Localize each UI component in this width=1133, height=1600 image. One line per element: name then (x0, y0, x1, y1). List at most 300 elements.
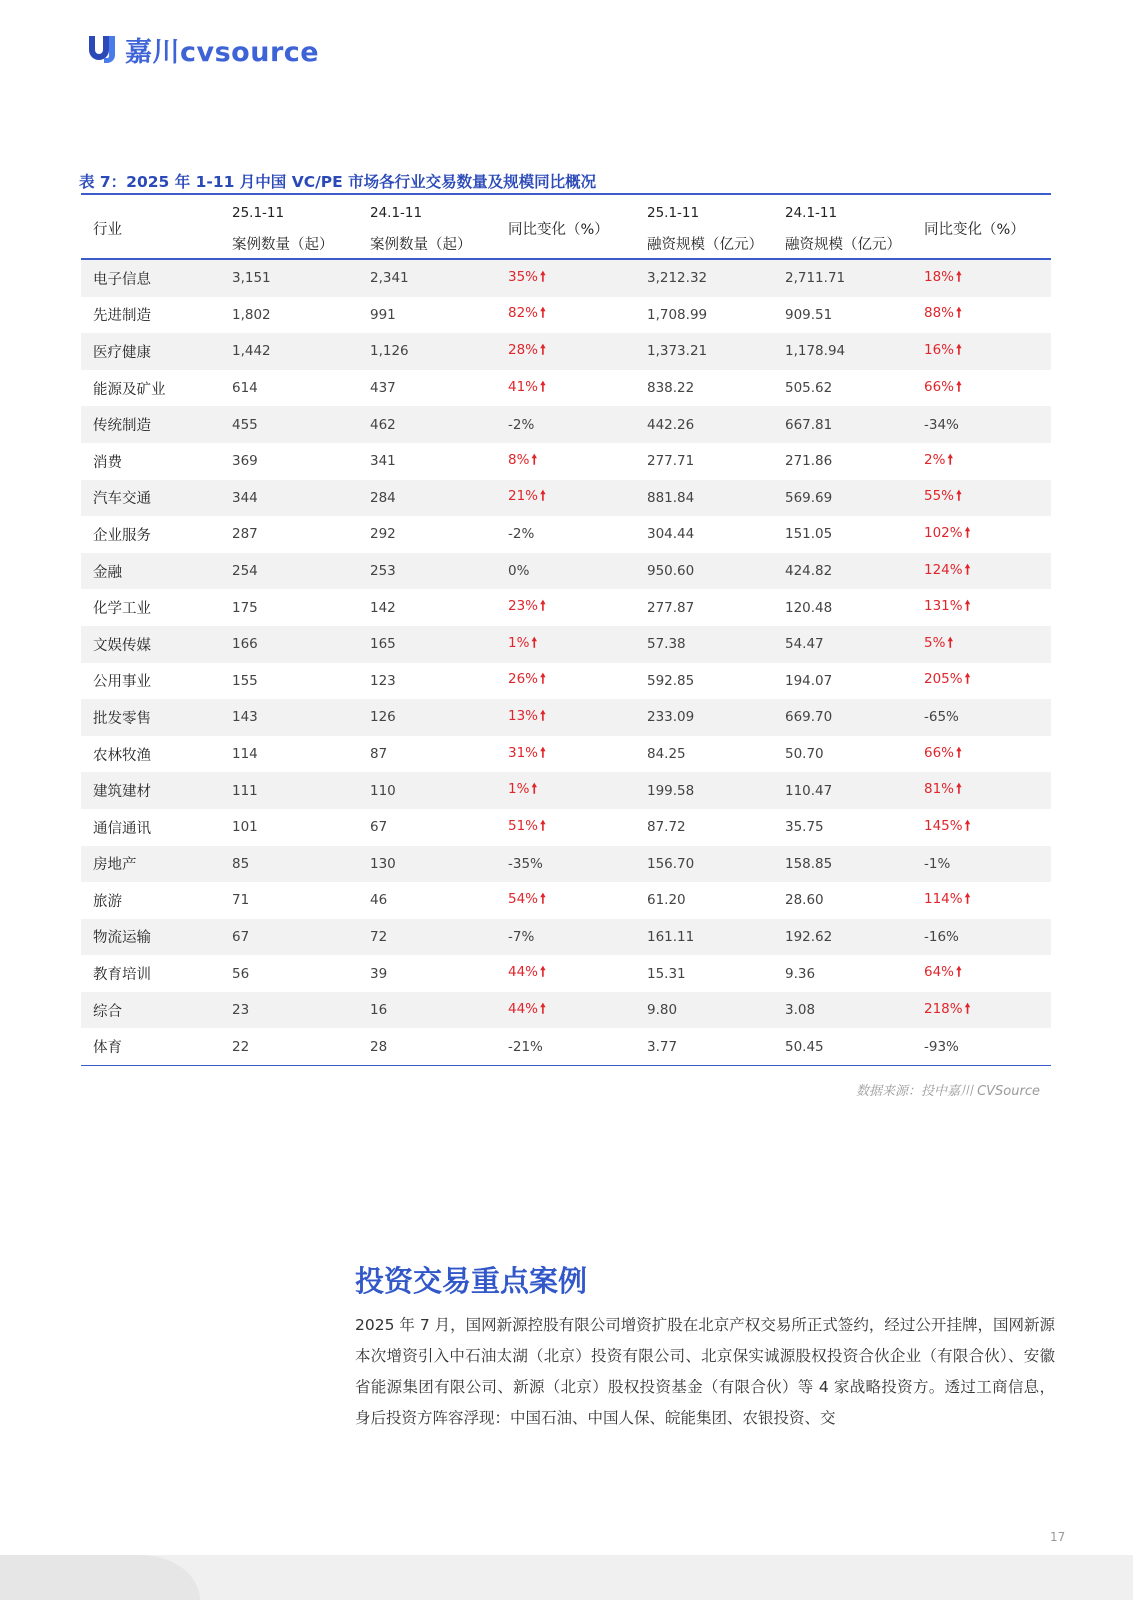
cell-value: 277.87 (647, 599, 695, 616)
increase-arrow-icon: 🠕 (540, 305, 546, 322)
increase-arrow-icon: 🠕 (540, 817, 546, 834)
cell-value: 205% (924, 671, 963, 688)
cell-industry (81, 370, 220, 407)
cell-amount-yoy (912, 297, 1051, 334)
cell-value: 23% (508, 598, 539, 615)
table-row (81, 626, 1051, 663)
cell-value: 1,178.94 (785, 343, 846, 360)
cell-value: 158.85 (785, 855, 833, 872)
cell-value: 110.47 (785, 782, 833, 799)
cell-value: 3,151 (232, 270, 271, 287)
table-row (81, 846, 1051, 883)
cell-amount-2025 (635, 480, 773, 517)
cell-value: 142 (370, 599, 396, 616)
cell-count-yoy (496, 406, 635, 443)
cell-industry (81, 516, 220, 553)
cell-count-yoy (496, 297, 635, 334)
cell-industry (81, 919, 220, 956)
increase-arrow-icon: 🠕 (947, 451, 954, 468)
cell-value: 950.60 (647, 563, 695, 580)
cell-count-2024 (358, 553, 496, 590)
table-row (81, 589, 1051, 626)
cell-count-2024 (358, 589, 496, 626)
increase-arrow-icon: 🠕 (956, 268, 962, 285)
brand-name: 嘉川cvsource (125, 36, 320, 68)
cell-value: 51% (508, 817, 539, 834)
cell-value: 124% (924, 561, 963, 578)
cell-value: 114 (232, 746, 258, 763)
cell-amount-2024 (773, 516, 912, 553)
cell-value: 2,711.71 (785, 270, 846, 287)
cell-amount-2024 (773, 443, 912, 480)
cell-value: 442.26 (647, 416, 695, 433)
cell-value: 114% (924, 890, 963, 907)
cell-value: 1,126 (370, 343, 409, 360)
increase-arrow-icon: 🠕 (540, 744, 546, 761)
cell-value: 15.31 (647, 965, 686, 982)
increase-arrow-icon: 🠕 (956, 305, 962, 322)
cell-value: -35% (508, 855, 543, 872)
cell-value: 67 (232, 928, 250, 945)
cell-industry (81, 626, 220, 663)
cell-value: 101 (232, 819, 258, 836)
cell-amount-2024 (773, 663, 912, 700)
cell-count-yoy (496, 589, 635, 626)
cell-count-yoy (496, 809, 635, 846)
cell-count-yoy (496, 846, 635, 883)
cell-industry (81, 772, 220, 809)
cell-value: -93% (924, 1038, 959, 1055)
cell-value: 35% (508, 268, 539, 285)
table-row (81, 736, 1051, 773)
cell-value: 消费 (93, 454, 122, 471)
cell-value: 64% (924, 964, 955, 981)
header-industry: 行业 (93, 221, 122, 238)
cell-value: 3.08 (785, 1002, 816, 1019)
data-source-note: 数据来源：投中嘉川 CVSource (855, 1084, 1040, 1099)
cell-value: 金融 (93, 564, 122, 581)
cell-value: 44% (508, 1000, 539, 1017)
increase-arrow-icon: 🠕 (964, 671, 971, 688)
cell-value: 71 (232, 892, 250, 909)
cell-value: 126 (370, 709, 396, 726)
cell-count-yoy (496, 663, 635, 700)
table-title: 表 7：2025 年 1-11 月中国 VC/PE 市场各行业交易数量及规模同比概况 (79, 173, 597, 191)
increase-arrow-icon: 🠕 (540, 707, 546, 724)
cell-amount-yoy (912, 846, 1051, 883)
increase-arrow-icon: 🠕 (964, 524, 971, 541)
cell-value: 569.69 (785, 489, 833, 506)
cell-count-2025 (220, 846, 358, 883)
cell-value: 56 (232, 965, 250, 982)
cell-value: 9.80 (647, 1002, 678, 1019)
increase-arrow-icon: 🠕 (964, 817, 971, 834)
cell-value: 165 (370, 636, 396, 653)
cell-amount-2025 (635, 882, 773, 919)
cell-count-yoy (496, 736, 635, 773)
cell-value: 公用事业 (93, 674, 151, 691)
cell-count-yoy (496, 626, 635, 663)
cell-value: 271.86 (785, 453, 833, 470)
cell-amount-2024 (773, 553, 912, 590)
cell-count-2025 (220, 297, 358, 334)
increase-arrow-icon: 🠕 (540, 378, 546, 395)
cell-amount-2024 (773, 919, 912, 956)
table-row (81, 553, 1051, 590)
header-count-24-period: 24.1-11 (370, 205, 423, 221)
cell-amount-2024 (773, 772, 912, 809)
section-title: 投资交易重点案例 (355, 1264, 588, 1298)
increase-arrow-icon: 🠕 (956, 964, 962, 981)
cell-value: 文娱传媒 (93, 637, 151, 654)
cell-value: 82% (508, 305, 539, 322)
cell-value: 88% (924, 305, 955, 322)
cell-amount-2025 (635, 919, 773, 956)
cell-value: 传统制造 (93, 418, 151, 435)
section-paragraph: 2025 年 7 月，国网新源控股有限公司增资扩股在北京产权交易所正式签约，经过公开挂牌，国网新源本次增资引入中石油太湖（北京）投资有限公司、北京保实诚源股权投资合伙企业（有限合伙）、安徽省能源集团有限公司、新源（北京）股权投资基金（有限合伙）等 4 家战略投资方。透过工商信息，身后投资方阵容浮现：中国石油、中国人保、皖能集团、农银投资、交 (355, 1316, 1055, 1427)
cell-count-2024 (358, 406, 496, 443)
cell-value: 31% (508, 744, 539, 761)
table-row (81, 1028, 1051, 1065)
cell-count-2025 (220, 406, 358, 443)
cell-value: 462 (370, 416, 396, 433)
cell-amount-2025 (635, 443, 773, 480)
cell-value: 1,373.21 (647, 343, 708, 360)
cell-industry (81, 333, 220, 370)
cell-amount-yoy (912, 553, 1051, 590)
cell-count-2024 (358, 955, 496, 992)
cell-amount-yoy (912, 516, 1051, 553)
cell-amount-2025 (635, 333, 773, 370)
increase-arrow-icon: 🠕 (540, 488, 546, 505)
header-count-25-label: 案例数量（起） (232, 236, 334, 253)
cell-count-2024 (358, 333, 496, 370)
cell-value: -65% (924, 709, 959, 726)
table-row (81, 516, 1051, 553)
cell-value: 81% (924, 781, 955, 798)
cell-amount-yoy (912, 1028, 1051, 1065)
cell-count-2025 (220, 259, 358, 297)
cell-amount-2024 (773, 370, 912, 407)
cell-amount-2024 (773, 589, 912, 626)
cell-count-2025 (220, 992, 358, 1029)
header-count-yoy: 同比变化（%） (508, 221, 609, 238)
cell-value: 2,341 (370, 270, 409, 287)
cell-value: 455 (232, 416, 258, 433)
cell-count-2024 (358, 736, 496, 773)
cell-amount-2024 (773, 955, 912, 992)
cell-value: 110 (370, 782, 396, 799)
cell-value: 综合 (93, 1003, 122, 1020)
cell-value: 通信通讯 (93, 820, 151, 837)
cell-value: 8% (508, 451, 530, 468)
cell-count-2025 (220, 553, 358, 590)
cell-value: 46 (370, 892, 388, 909)
cell-amount-2025 (635, 809, 773, 846)
cell-count-yoy (496, 772, 635, 809)
cell-value: 145% (924, 817, 963, 834)
page-number: 17 (1050, 1530, 1066, 1544)
table-row (81, 297, 1051, 334)
increase-arrow-icon: 🠕 (540, 268, 546, 285)
cell-value: 84.25 (647, 746, 686, 763)
cell-amount-yoy (912, 406, 1051, 443)
cell-count-2025 (220, 626, 358, 663)
cell-amount-2024 (773, 1028, 912, 1065)
cell-value: 先进制造 (93, 308, 151, 325)
cell-count-2025 (220, 480, 358, 517)
cell-value: -16% (924, 928, 959, 945)
cell-value: 16 (370, 1002, 388, 1019)
cell-value: 13% (508, 707, 539, 724)
cell-value: 农林牧渔 (93, 747, 151, 764)
cell-amount-yoy (912, 370, 1051, 407)
cell-value: 1,442 (232, 343, 271, 360)
cell-amount-2024 (773, 626, 912, 663)
cell-value: 143 (232, 709, 258, 726)
increase-arrow-icon: 🠕 (540, 598, 546, 615)
cell-amount-yoy (912, 443, 1051, 480)
cell-value: 企业服务 (93, 527, 151, 544)
increase-arrow-icon: 🠕 (540, 890, 546, 907)
cell-value: 369 (232, 453, 258, 470)
cell-value: 批发零售 (93, 710, 151, 727)
cell-value: 54% (508, 890, 539, 907)
cell-value: 192.62 (785, 928, 833, 945)
cell-amount-yoy (912, 589, 1051, 626)
increase-arrow-icon: 🠕 (540, 964, 546, 981)
cell-industry (81, 882, 220, 919)
cell-value: 151.05 (785, 526, 833, 543)
cell-value: 体育 (93, 1040, 122, 1057)
cell-value: 614 (232, 380, 258, 397)
increase-arrow-icon: 🠕 (964, 1000, 971, 1017)
cell-value: 194.07 (785, 672, 833, 689)
cell-value: 161.11 (647, 928, 695, 945)
cell-value: 120.48 (785, 599, 833, 616)
cell-amount-yoy (912, 772, 1051, 809)
cell-amount-2025 (635, 259, 773, 297)
cell-value: -21% (508, 1038, 543, 1055)
cell-value: 218% (924, 1000, 963, 1017)
cell-amount-yoy (912, 882, 1051, 919)
cell-value: 344 (232, 489, 258, 506)
cell-count-yoy (496, 699, 635, 736)
cell-amount-2025 (635, 772, 773, 809)
cell-count-2025 (220, 736, 358, 773)
cell-value: 1,708.99 (647, 306, 708, 323)
cell-value: 85 (232, 855, 250, 872)
cell-value: 医疗健康 (93, 344, 151, 361)
cell-value: 3.77 (647, 1038, 678, 1055)
cell-value: 61.20 (647, 892, 686, 909)
cell-amount-yoy (912, 955, 1051, 992)
cell-value: 2% (924, 451, 946, 468)
cell-value: 669.70 (785, 709, 833, 726)
cvsource-logo-icon (87, 33, 119, 65)
header-count-25-period: 25.1-11 (232, 205, 285, 221)
cell-value: 21% (508, 488, 539, 505)
increase-arrow-icon: 🠕 (956, 781, 962, 798)
cell-amount-2025 (635, 992, 773, 1029)
header-amount-yoy: 同比变化（%） (924, 221, 1025, 238)
increase-arrow-icon: 🠕 (964, 890, 971, 907)
cell-count-2024 (358, 919, 496, 956)
cell-count-2025 (220, 589, 358, 626)
table-row (81, 406, 1051, 443)
header-count-24-label: 案例数量（起） (370, 236, 472, 253)
cell-industry (81, 259, 220, 297)
cell-value: 能源及矿业 (93, 381, 166, 398)
cell-value: 28 (370, 1038, 388, 1055)
cell-amount-yoy (912, 480, 1051, 517)
cell-value: 991 (370, 306, 396, 323)
cell-count-2024 (358, 882, 496, 919)
cell-value: 304.44 (647, 526, 695, 543)
cell-value: 424.82 (785, 563, 833, 580)
table-row (81, 480, 1051, 517)
cell-industry (81, 589, 220, 626)
cell-value: -34% (924, 416, 959, 433)
cell-count-yoy (496, 516, 635, 553)
increase-arrow-icon: 🠕 (540, 671, 546, 688)
cell-value: 1% (508, 781, 530, 798)
cell-value: 房地产 (93, 857, 137, 874)
cell-value: 50.45 (785, 1038, 824, 1055)
cell-value: 18% (924, 268, 955, 285)
cell-amount-2025 (635, 370, 773, 407)
cell-amount-2025 (635, 663, 773, 700)
cell-amount-2025 (635, 589, 773, 626)
cell-count-2025 (220, 443, 358, 480)
increase-arrow-icon: 🠕 (531, 451, 538, 468)
cell-count-2024 (358, 297, 496, 334)
cell-count-2024 (358, 516, 496, 553)
cell-value: 838.22 (647, 380, 695, 397)
cell-industry (81, 846, 220, 883)
cell-value: 57.38 (647, 636, 686, 653)
increase-arrow-icon: 🠕 (956, 744, 962, 761)
cell-value: 667.81 (785, 416, 833, 433)
footer-decoration (0, 1555, 200, 1600)
header-amount-25-label: 融资规模（亿元） (647, 236, 763, 253)
cell-value: 建筑建材 (93, 784, 151, 801)
cell-count-2024 (358, 992, 496, 1029)
cell-industry (81, 699, 220, 736)
table-row (81, 259, 1051, 297)
cell-industry (81, 1028, 220, 1065)
cell-value: 16% (924, 341, 955, 358)
cell-value: 131% (924, 598, 963, 615)
cell-count-yoy (496, 370, 635, 407)
table-row (81, 443, 1051, 480)
cell-value: 287 (232, 526, 258, 543)
brand-logo (87, 30, 319, 68)
cell-industry (81, 406, 220, 443)
cell-value: 22 (232, 1038, 250, 1055)
cell-amount-yoy (912, 736, 1051, 773)
cell-amount-2024 (773, 736, 912, 773)
cell-industry (81, 992, 220, 1029)
cell-value: 592.85 (647, 672, 695, 689)
increase-arrow-icon: 🠕 (531, 634, 538, 651)
cell-count-2025 (220, 699, 358, 736)
cell-amount-2025 (635, 626, 773, 663)
table-row (81, 699, 1051, 736)
cell-amount-2024 (773, 992, 912, 1029)
cell-value: 1% (508, 634, 530, 651)
cell-amount-2025 (635, 1028, 773, 1065)
cell-amount-2025 (635, 955, 773, 992)
cell-value: 66% (924, 744, 955, 761)
table-body (81, 259, 1051, 1066)
cell-value: 教育培训 (93, 967, 151, 984)
cell-value: 26% (508, 671, 539, 688)
cell-value: 3,212.32 (647, 270, 708, 287)
table-row (81, 809, 1051, 846)
increase-arrow-icon: 🠕 (540, 1000, 546, 1017)
cell-industry (81, 480, 220, 517)
increase-arrow-icon: 🠕 (540, 341, 546, 358)
cell-count-2025 (220, 516, 358, 553)
header-amount-24-label: 融资规模（亿元） (785, 236, 901, 253)
cell-value: 41% (508, 378, 539, 395)
cell-value: 5% (924, 634, 946, 651)
cell-value: 123 (370, 672, 396, 689)
cell-amount-yoy (912, 992, 1051, 1029)
cell-count-2025 (220, 809, 358, 846)
cell-count-2024 (358, 809, 496, 846)
cell-value: 化学工业 (93, 601, 151, 618)
table-row (81, 992, 1051, 1029)
cell-amount-yoy (912, 919, 1051, 956)
increase-arrow-icon: 🠕 (956, 341, 962, 358)
cell-count-2024 (358, 846, 496, 883)
cell-value: 253 (370, 563, 396, 580)
cell-amount-2024 (773, 333, 912, 370)
cell-count-2024 (358, 699, 496, 736)
cell-count-2024 (358, 370, 496, 407)
cell-value: 汽车交通 (93, 491, 151, 508)
cell-amount-yoy (912, 663, 1051, 700)
increase-arrow-icon: 🠕 (956, 488, 962, 505)
cell-count-yoy (496, 882, 635, 919)
industry-table (81, 198, 1051, 1066)
cell-value: 233.09 (647, 709, 695, 726)
cell-amount-yoy (912, 333, 1051, 370)
cell-value: 199.58 (647, 782, 695, 799)
cell-count-2025 (220, 955, 358, 992)
cell-amount-2024 (773, 259, 912, 297)
cell-amount-2025 (635, 699, 773, 736)
cell-count-2024 (358, 443, 496, 480)
cell-value: 72 (370, 928, 388, 945)
cell-value: 155 (232, 672, 258, 689)
cell-count-yoy (496, 333, 635, 370)
cell-amount-yoy (912, 699, 1051, 736)
cell-value: 物流运输 (93, 930, 151, 947)
cell-value: 23 (232, 1002, 250, 1019)
table-row (81, 955, 1051, 992)
cell-amount-2024 (773, 809, 912, 846)
cell-value: 881.84 (647, 489, 695, 506)
cell-value: 341 (370, 453, 396, 470)
cell-value: 87.72 (647, 819, 686, 836)
increase-arrow-icon: 🠕 (964, 598, 971, 615)
cell-amount-yoy (912, 259, 1051, 297)
cell-value: 292 (370, 526, 396, 543)
cell-count-yoy (496, 992, 635, 1029)
